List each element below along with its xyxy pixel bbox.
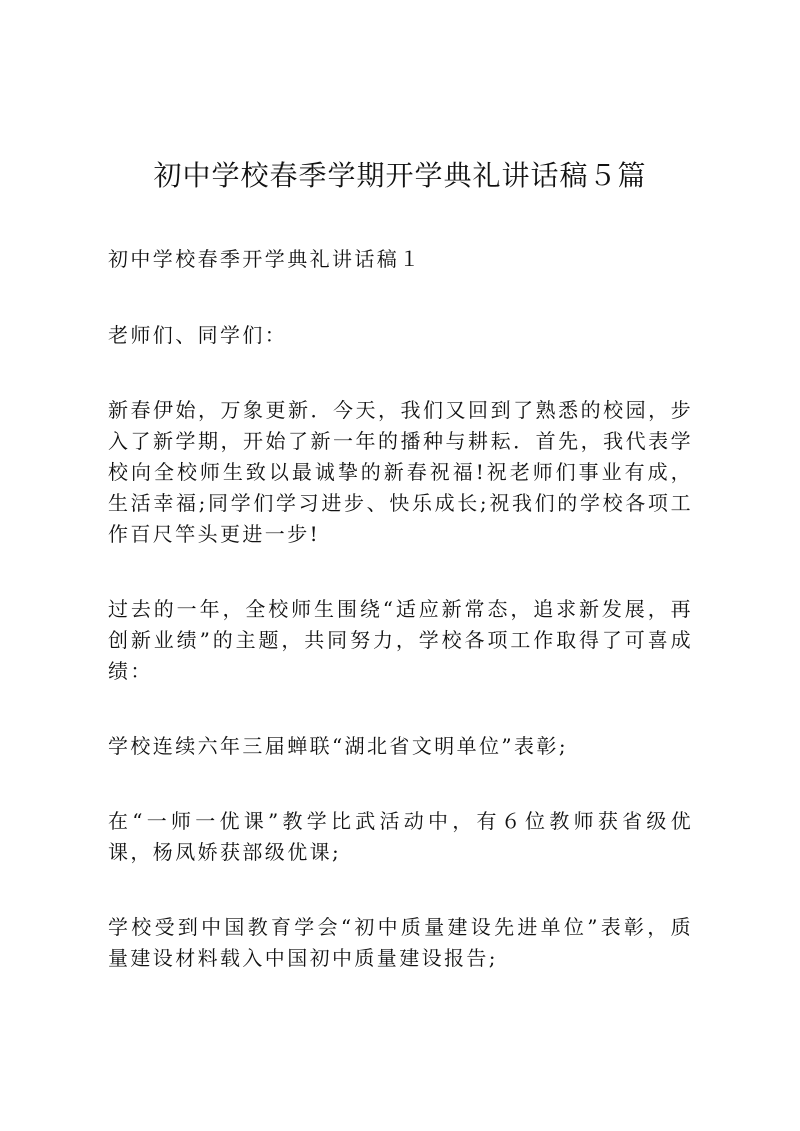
paragraph-achievement-3: 学校受到中国教育学会“初中质量建设先进单位”表彰，质量建设材料载入中国初中质量建设报告; <box>108 915 693 970</box>
paragraph-greeting: 新春伊始，万象更新．今天，我们又回到了熟悉的校园，步入了新学期，开始了新一年的播种与耕耘．首先，我代表学校向全校师生致以最诚挚的新春祝福!祝老师们事业有成，生活幸福;同学们学习进步、快乐成长;祝我们的学校各项工作百尺竿头更进一步! <box>108 398 693 546</box>
salutation: 老师们、同学们： <box>108 323 288 347</box>
document-title: 初中学校春季学期开学典礼讲话稿５篇 <box>153 159 647 192</box>
paragraph-achievements-intro: 过去的一年，全校师生围绕“适应新常态，追求新发展，再创新业绩”的主题，共同努力，学校各项工作取得了可喜成绩： <box>108 597 693 683</box>
section-heading: 初中学校春季开学典礼讲话稿１ <box>108 247 422 271</box>
paragraph-achievement-2: 在“一师一优课”教学比武活动中，有６位教师获省级优课，杨凤娇获部级优课; <box>108 809 693 864</box>
document-body <box>108 244 693 1018</box>
paragraph-achievement-1: 学校连续六年三届蝉联“湖北省文明单位”表彰; <box>108 734 568 758</box>
